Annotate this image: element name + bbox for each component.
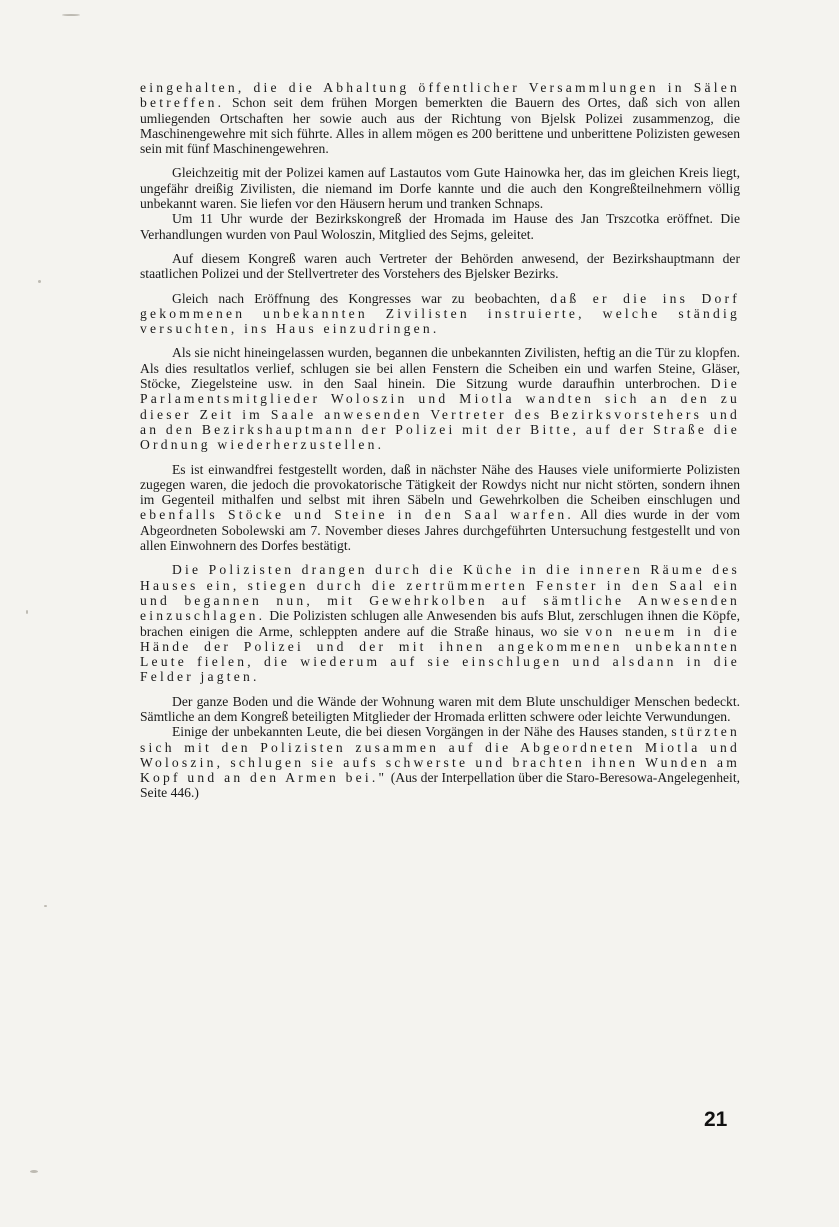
scan-speck bbox=[44, 905, 47, 907]
spaced-text: Die Parlamentsmitglieder Woloszin und Miotla wandten sich an den zu dieser Zeit im Saale anwesenden Vertreter des Bezirksvorstehers und an den Bezirkshauptmann der Polizei mit der Bitte, auf der Straße die Ordnung wiederherzustellen. bbox=[140, 376, 740, 453]
text-run: Es ist einwandfrei festgestellt worden, daß in nächster Nähe des Hauses viele uniformierte Polizisten zugegen waren, die jedoch die provokatorische Tätigkeit der Rowdys nicht nur nicht störten, sondern ihnen im Gegenteil mithalfen und selbst mit ihren Säbeln und Gewehrkolben die Scheiben einschlugen und bbox=[140, 461, 740, 508]
paragraph-4 bbox=[140, 251, 740, 282]
paragraph-5 bbox=[140, 291, 740, 337]
spaced-text: von neuem in die Hände der Polizei und der mit ihnen angekommenen unbekannten Leute fielen, die wiederum auf sie einschlugen und alsdann in die Felder jagten. bbox=[140, 623, 741, 685]
scan-speck bbox=[62, 14, 80, 16]
text-run: Auf diesem Kongreß waren auch Vertreter der Behörden anwesend, der Bezirkshauptmann der staatlichen Polizei und der Stellvertreter des Vorstehers des Bjelsker Bezirks. bbox=[140, 250, 740, 282]
paragraph-7 bbox=[140, 462, 740, 554]
paragraph-9 bbox=[140, 694, 740, 725]
text-run: Um 11 Uhr wurde der Bezirkskongreß der Hromada im Hause des Jan Trszcotka eröffnet. Die Verhandlungen wurden von Paul Woloszin, Mitglied des Sejms, geleitet. bbox=[140, 211, 740, 242]
spaced-text: eingehalten, die die Abhaltung öffentlicher Versammlungen in Sälen betreffen. bbox=[140, 80, 740, 111]
text-run: Gleichzeitig mit der Polizei kamen auf Lastautos vom Gute Hainowka her, das im gleichen Kreis liegt, ungefähr dreißig Zivilisten, die niemand im Dorfe kannte und die auch den Kongreßteilnehmern völlig unbekannt waren. Sie liefen vor den Häusern herum und tranken Schnaps. bbox=[140, 165, 740, 212]
text-run: All dies wurde in der vom Abgeordneten Sobolewski am 7. November dieses Jahres durchgeführten Untersuchung festgestellt und von allen Einwohnern des Dorfes bestätigt. bbox=[140, 507, 741, 554]
paragraph-10 bbox=[140, 724, 740, 800]
paragraph-8 bbox=[140, 562, 740, 684]
document-page bbox=[140, 80, 740, 1180]
scan-speck bbox=[30, 1170, 38, 1173]
paragraph-1 bbox=[140, 80, 740, 156]
text-run: Schon seit dem frühen Morgen bemerkten die Bauern des Ortes, daß sich von allen umliegenden Ortschaften her sowie auch aus der Richtung von Bjelsk Polizei zusammenzog, die Maschinengewehre mit sich führte. Alles in allem mögen es 200 berittene und unberittene Polizisten gewesen sein mit fünf Maschinengewehren. bbox=[140, 95, 740, 157]
scan-speck bbox=[26, 610, 28, 614]
scan-speck bbox=[38, 280, 41, 283]
spaced-text: ebenfalls Stöcke und Steine in den Saal warfen. bbox=[140, 507, 574, 523]
paragraph-6 bbox=[140, 345, 740, 452]
text-run: Gleich nach Eröffnung des Kongresses war zu beobachten, bbox=[172, 290, 551, 306]
text-run: Die Polizisten schlugen alle Anwesenden bis aufs Blut, zerschlugen ihnen die Köpfe, brachen einigen die Arme, schleppten andere auf die Straße hinaus, wo sie bbox=[140, 608, 740, 639]
paragraph-2 bbox=[140, 165, 740, 211]
page-number: 21 bbox=[704, 1108, 728, 1131]
text-run: (Aus der Interpellation über die Staro-Beresowa-Angelegenheit, Seite 446.) bbox=[140, 770, 740, 801]
paragraph-3 bbox=[140, 211, 740, 242]
text-run: Der ganze Boden und die Wände der Wohnung waren mit dem Blute unschuldiger Menschen bedeckt. Sämtliche an dem Kongreß beteiligten Mitglieder der Hromada erlitten schwere oder leichte Verwundungen. bbox=[140, 693, 740, 724]
text-run: Einige der unbekannten Leute, die bei diesen Vorgängen in der Nähe des Hauses standen, bbox=[172, 724, 672, 740]
spaced-text: daß er die ins Dorf gekommenen unbekannten Zivilisten instruierte, welche ständig versuchten, ins Haus einzudringen. bbox=[140, 290, 740, 337]
spaced-text: stürzten sich mit den Polizisten zusammen auf die Abgeordneten Miotla und Woloszin, schlugen sie aufs schwerste und brachten ihnen Wunden am Kopf und an den Armen bei." bbox=[140, 724, 740, 786]
text-run: Als sie nicht hineingelassen wurden, begannen die unbekannten Zivilisten, heftig an die Tür zu klopfen. Als dies resultatlos verlief, schlugen sie bei allen Fenstern die Scheiben ein und warfen Steine, Gläser, Stöcke, Ziegelsteine usw. in den Saal hinein. Die Sitzung wurde daraufhin unterbrochen. bbox=[140, 345, 740, 392]
spaced-text: Die Polizisten drangen durch die Küche in die inneren Räume des Hauses ein, stiegen durch die zertrümmerten Fenster in den Saal ein und begannen nun, mit Gewehrkolben auf sämtliche Anwesenden einzuschlagen. bbox=[140, 562, 740, 624]
